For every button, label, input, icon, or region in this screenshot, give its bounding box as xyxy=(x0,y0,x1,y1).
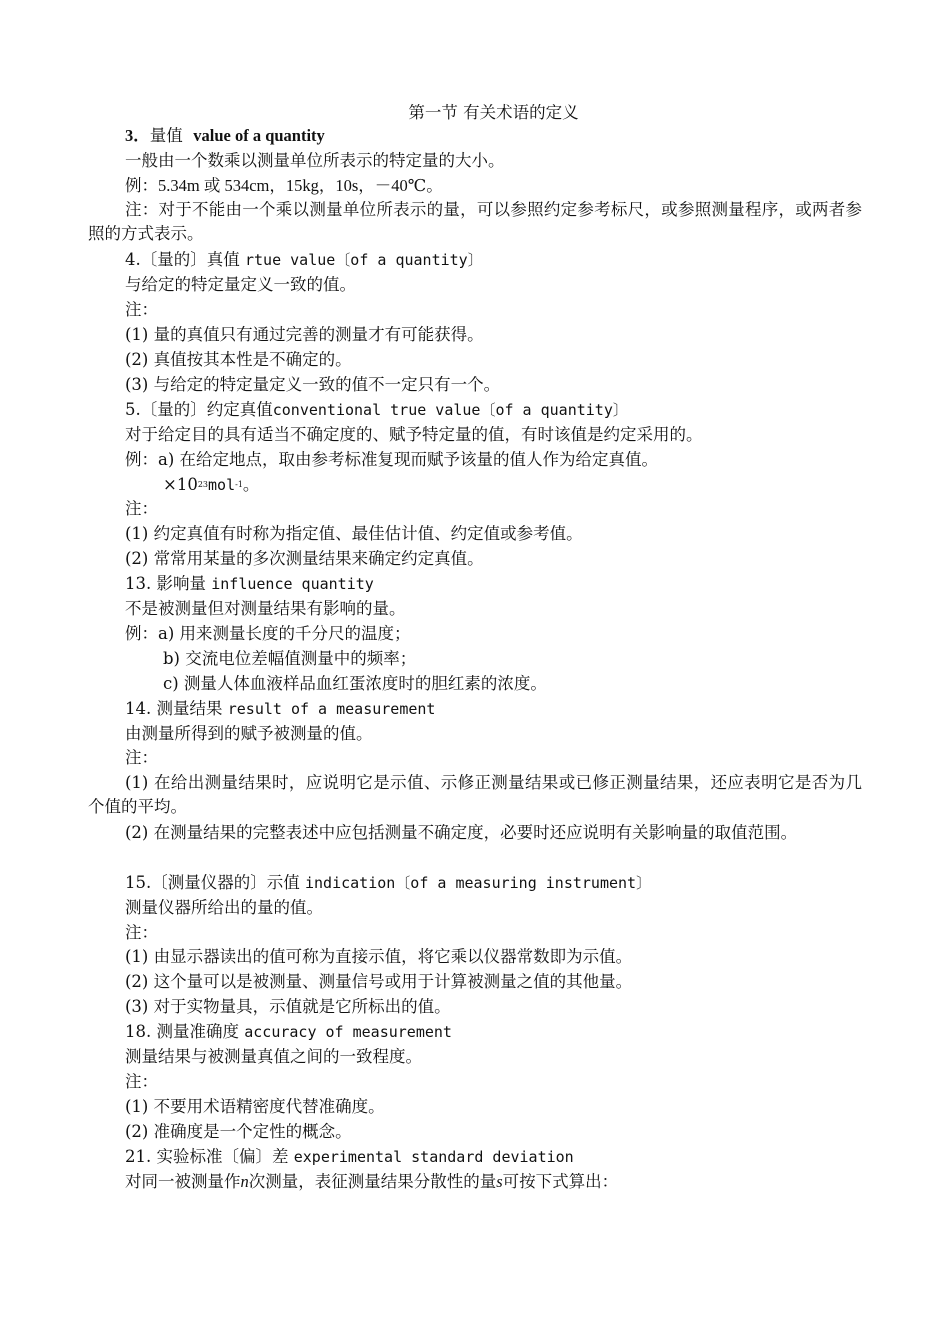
formula-times-ten: ×10 xyxy=(163,475,198,494)
formula-unit-exponent: -1 xyxy=(235,480,243,489)
term-13-example-a: 例：a) 用来测量长度的千分尺的温度； xyxy=(125,624,411,643)
term-5-heading xyxy=(125,398,628,422)
term-13-example-c: c) 测量人体血液样品血红蛋浓度时的胆红素的浓度。 xyxy=(163,674,547,693)
term-4-note-3: (3) 与给定的特定量定义一致的值不一定只有一个。 xyxy=(125,375,501,394)
term-4-note-1: (1) 量的真值只有通过完善的测量才有可能获得。 xyxy=(125,325,484,344)
term-15-note-label: 注： xyxy=(125,923,158,942)
term-18-note-2: (2) 准确度是一个定性的概念。 xyxy=(125,1122,352,1141)
term-18-note-1: (1) 不要用术语精密度代替准确度。 xyxy=(125,1097,385,1116)
term-14-note-1: (1) 在给出测量结果时，应说明它是示值、示修正测量结果或已修正测量结果，还应表明它是否为几个值的平均。 xyxy=(88,773,862,816)
term-14-english: result of a measurement xyxy=(227,700,436,718)
term-4-note-2: (2) 真值按其本性是不确定的。 xyxy=(125,350,352,369)
term-5-example: 例：a) 在给定地点，取由参考标准复现而赋予该量的值人作为给定真值。 xyxy=(125,450,659,469)
term-5-name: 5.〔量的〕约定真值 xyxy=(125,400,273,419)
term-13-heading xyxy=(125,572,374,596)
term-3-name: 量值 xyxy=(149,126,183,145)
term-21-heading xyxy=(125,1145,574,1169)
term-5-note-2: (2) 常常用某量的多次测量结果来确定约定真值。 xyxy=(125,549,484,568)
term-3-definition: 一般由一个数乘以测量单位所表示的特定量的大小。 xyxy=(125,151,505,170)
term-3-note: 注：对于不能由一个乘以测量单位所表示的量，可以参照约定参考标尺，或参照测量程序，或两者参照的方式表示。 xyxy=(88,200,862,243)
term-4-note-label: 注： xyxy=(125,300,158,319)
term-3-english: value of a quantity xyxy=(193,126,325,145)
term-13-name: 13. 影响量 xyxy=(125,574,206,593)
term-15-heading xyxy=(125,871,651,895)
term-13-definition: 不是被测量但对测量结果有影响的量。 xyxy=(125,599,406,618)
term-15-english: indication〔of a measuring instrument〕 xyxy=(305,874,652,892)
term-14-heading xyxy=(125,697,435,721)
term-5-formula xyxy=(163,473,259,497)
term-21-def-part-1: 对同一被测量作 xyxy=(125,1172,241,1191)
term-18-note-label: 注： xyxy=(125,1072,158,1091)
section-title: 第一节 有关术语的定义 xyxy=(408,103,579,122)
term-15-name: 15.〔测量仪器的〕示值 xyxy=(125,873,300,892)
term-21-name: 21. 实验标准〔偏〕差 xyxy=(125,1147,289,1166)
term-21-def-part-2: 次测量，表征测量结果分散性的量 xyxy=(248,1172,497,1191)
term-21-english: experimental standard deviation xyxy=(293,1148,574,1166)
term-14-name: 14. 测量结果 xyxy=(125,699,223,718)
term-18-english: accuracy of measurement xyxy=(244,1023,452,1041)
formula-end: 。 xyxy=(242,475,260,494)
term-15-note-1: (1) 由显示器读出的值可称为直接示值，将它乘以仪器常数即为示值。 xyxy=(125,947,633,966)
term-13-example-b: b) 交流电位差幅值测量中的频率； xyxy=(163,649,417,668)
formula-exponent: 23 xyxy=(197,480,209,489)
variable-n: n xyxy=(240,1172,249,1191)
term-18-definition: 测量结果与被测量真值之间的一致程度。 xyxy=(125,1047,422,1066)
term-15-definition: 测量仪器所给出的量的值。 xyxy=(125,898,323,917)
term-13-english: influence quantity xyxy=(211,575,374,593)
term-15-note-3: (3) 对于实物量具，示值就是它所标出的值。 xyxy=(125,997,451,1016)
term-18-heading xyxy=(125,1020,452,1044)
term-3-heading xyxy=(125,124,325,148)
variable-s: s xyxy=(496,1172,503,1191)
term-4-name: 4.〔量的〕真值 xyxy=(125,250,240,269)
term-18-name: 18. 测量准确度 xyxy=(125,1022,239,1041)
formula-unit: mol xyxy=(208,476,236,494)
term-4-definition: 与给定的特定量定义一致的值。 xyxy=(125,275,356,294)
term-21-definition xyxy=(125,1170,618,1194)
term-15-note-2: (2) 这个量可以是被测量、测量信号或用于计算被测量之值的其他量。 xyxy=(125,972,633,991)
term-4-heading xyxy=(125,248,483,272)
term-5-english: conventional true value〔of a quantity〕 xyxy=(272,401,628,419)
term-5-note-label: 注： xyxy=(125,499,158,518)
term-4-english: rtue value〔of a quantity〕 xyxy=(245,251,483,269)
term-14-note-label: 注： xyxy=(125,748,158,767)
term-14-definition: 由测量所得到的赋予被测量的值。 xyxy=(125,724,373,743)
term-3-example: 例：5.34m 或 534cm，15kg，10s，－40℃。 xyxy=(125,176,443,195)
term-21-def-part-3: 可按下式算出： xyxy=(502,1172,619,1191)
term-5-note-1: (1) 约定真值有时称为指定值、最佳估计值、约定值或参考值。 xyxy=(125,524,583,543)
term-14-note-2: (2) 在测量结果的完整表述中应包括测量不确定度，必要时还应说明有关影响量的取值范围。 xyxy=(125,823,798,842)
term-5-definition: 对于给定目的具有适当不确定度的、赋予特定量的值，有时该值是约定采用的。 xyxy=(125,425,703,444)
term-3-number: 3． xyxy=(125,126,150,145)
